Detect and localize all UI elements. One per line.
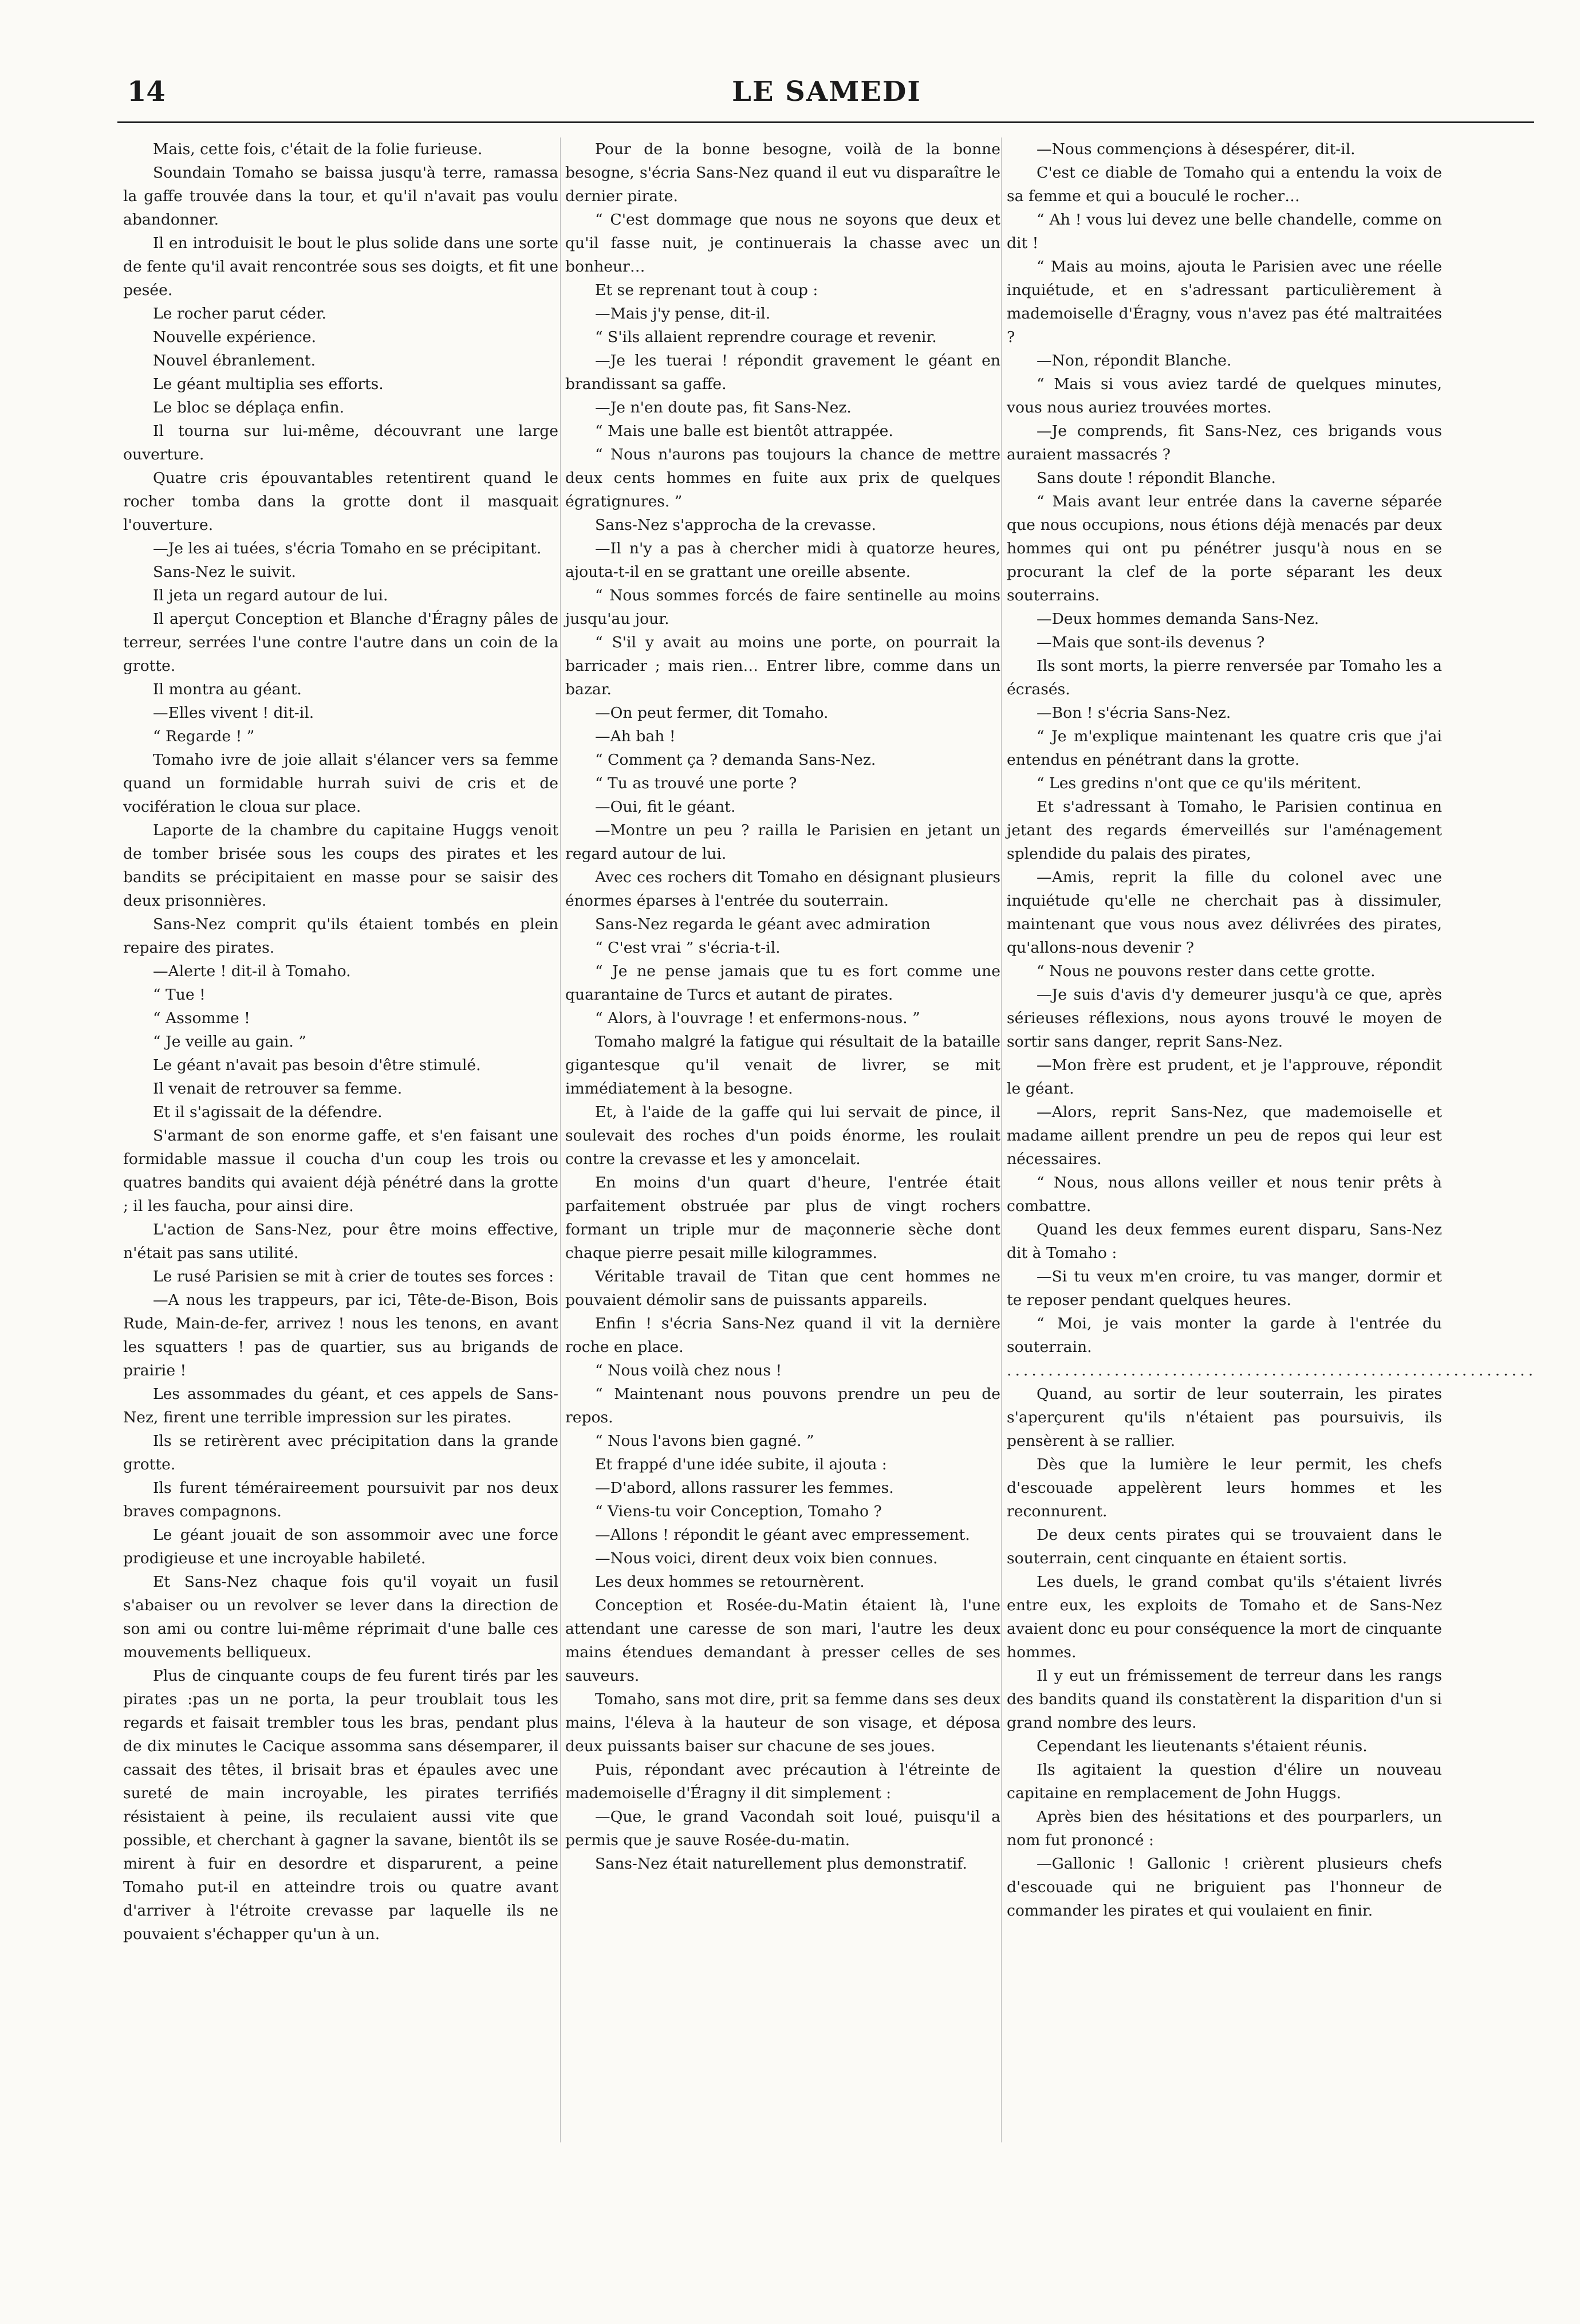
paragraph: Il montra au géant. <box>153 681 302 698</box>
paragraph: Et il s'agissait de la défendre. <box>153 1103 383 1121</box>
paragraph: Et se reprenant tout à coup : <box>595 281 818 299</box>
column-divider <box>560 137 561 2142</box>
paragraph: “ Tu as trouvé une porte ? <box>595 774 797 792</box>
paragraph: Puis, répondant avec précaution à l'étreinte de mademoiselle d'Éragny il dit simplement : <box>565 1761 1000 1802</box>
page-header <box>127 76 1526 121</box>
paragraph: Ils agitaient la question d'élire un nouveau capitaine en remplacement de John Huggs. <box>1007 1761 1442 1802</box>
paragraph: ................................................................ <box>1007 1362 1537 1379</box>
paragraph: —Je comprends, fit Sans-Nez, ces brigands vous auraient massacrés ? <box>1007 422 1442 463</box>
paragraph: Nouvelle expérience. <box>153 328 317 346</box>
paragraph: Le géant jouait de son assommoir avec une force prodigieuse et une incroyable habileté. <box>123 1526 558 1567</box>
page-number: 14 <box>127 76 166 108</box>
paragraph: Enfin ! s'écria Sans-Nez quand il vit la dernière roche en place. <box>565 1315 1000 1356</box>
paragraph: —Je les ai tuées, s'écria Tomaho en se précipitant. <box>153 540 542 557</box>
paragraph: Cependant les lieutenants s'étaient réunis. <box>1037 1737 1368 1755</box>
paragraph: Avec ces rochers dit Tomaho en désignant plusieurs énormes éparses à l'entrée du souterrain. <box>565 868 1000 910</box>
paragraph: —Non, répondit Blanche. <box>1037 352 1232 369</box>
paragraph: Il en introduisit le bout le plus solide dans une sorte de fente qu'il avait rencontrée sous ses doigts, et fit une pesée. <box>123 234 558 299</box>
paragraph: —Alors, reprit Sans-Nez, que mademoiselle et madame aillent prendre un peu de repos qui leur est nécessaires. <box>1007 1103 1442 1168</box>
paragraph: Ils furent téméraireement poursuivit par nos deux braves compagnons. <box>123 1479 558 1520</box>
paragraph: Mais, cette fois, c'était de la folie furieuse. <box>153 140 483 158</box>
paragraph: Sans-Nez regarda le géant avec admiration <box>595 915 931 933</box>
paragraph: “ Nous sommes forcés de faire sentinelle au moins jusqu'au jour. <box>565 587 1000 628</box>
paragraph: “ Alors, à l'ouvrage ! et enfermons-nous. ” <box>595 1009 920 1027</box>
paragraph: Les duels, le grand combat qu'ils s'étaient livrés entre eux, les exploits de Tomaho et de Sans-Nez avaient donc eu pour conséquence la mort de cinquante hommes. <box>1007 1573 1442 1661</box>
paragraph: Le rusé Parisien se mit à crier de toutes ses forces : <box>153 1268 554 1285</box>
paragraph: Et frappé d'une idée subite, il ajouta : <box>595 1456 887 1473</box>
paragraph: —Elles vivent ! dit-il. <box>153 704 314 722</box>
paragraph: Tomaho malgré la fatigue qui résultait de la bataille gigantesque qu'il venait de livrer, se mit immédiatement à la besogne. <box>565 1033 1000 1098</box>
paragraph: Ils se retirèrent avec précipitation dans la grande grotte. <box>123 1432 558 1473</box>
paragraph: “ Assomme ! <box>153 1009 250 1027</box>
paragraph: Sans-Nez le suivit. <box>153 563 296 581</box>
text-column-3 <box>1007 137 1537 1922</box>
paragraph: S'armant de son enorme gaffe, et s'en faisant une formidable massue il coucha d'un coup les trois ou quatres bandits qui avaient déjà pénétré dans la grotte ; il les faucha, pour ainsi dire. <box>123 1127 558 1215</box>
paragraph: Il y eut un frémissement de terreur dans les rangs des bandits quand ils constatèrent la disparition d'un si grand nombre des leurs. <box>1007 1667 1442 1732</box>
paragraph: “ Mais une balle est bientôt attrappée. <box>595 422 893 440</box>
paragraph: —Mais j'y pense, dit-il. <box>595 305 771 323</box>
paragraph: En moins d'un quart d'heure, l'entrée était parfaitement obstruée par plus de vingt rochers formant un triple mur de maçonnerie sèche dont chaque pierre pesait mille kilogrammes. <box>565 1174 1000 1262</box>
paragraph: —Que, le grand Vacondah soit loué, puisqu'il a permis que je sauve Rosée-du-matin. <box>565 1808 1000 1849</box>
paragraph: C'est ce diable de Tomaho qui a entendu la voix de sa femme et qui a bouculé le rocher… <box>1007 164 1442 205</box>
paragraph: —Gallonic ! Gallonic ! crièrent plusieurs chefs d'escouade qui ne briguient pas l'honneur de commander les pirates et qui voulaient en finir. <box>1007 1855 1442 1920</box>
paragraph: “ Les gredins n'ont que ce qu'ils méritent. <box>1037 774 1362 792</box>
paragraph: —D'abord, allons rassurer les femmes. <box>595 1479 894 1497</box>
text-column-1 <box>123 137 558 1946</box>
header-rule <box>117 121 1534 123</box>
paragraph: De deux cents pirates qui se trouvaient dans le souterrain, cent cinquante en étaient sortis. <box>1007 1526 1442 1567</box>
paragraph: Plus de cinquante coups de feu furent tirés par les pirates :pas un ne porta, la peur troublait tous les regards et faisait trembler tous les bras, pendant plus de dix minutes le Cacique assomma sans désemparer, il cassait des têtes, il brisait bras et épaules avec une sureté de main incroyable, les pirates terrifiés résistaient à peine, ils reculaient aussi vite que possible, et cherchant à gagner la savane, bientôt ils se mirent à fuir en desordre et disparurent, a peine Tomaho put-il en atteindre trois ou quatre avant d'arriver à l'étroite crevasse par laquelle ils ne pouvaient s'échapper qu'un à un. <box>123 1667 558 1943</box>
text-column-2 <box>565 137 1000 1875</box>
paragraph: Et, à l'aide de la gaffe qui lui servait de pince, il soulevait des roches d'un poids énorme, les roulait contre la crevasse et les y amoncelait. <box>565 1103 1000 1168</box>
paragraph: —Je les tuerai ! répondit gravement le géant en brandissant sa gaffe. <box>565 352 1000 393</box>
paragraph: —Mais que sont-ils devenus ? <box>1037 634 1265 651</box>
paragraph: “ Mais si vous aviez tardé de quelques minutes, vous nous auriez trouvées mortes. <box>1007 375 1442 416</box>
paragraph: Le bloc se déplaça enfin. <box>153 399 345 416</box>
paragraph: Conception et Rosée-du-Matin étaient là, l'une attendant une caresse de son mari, l'autre les deux mains étendues demandant à presser celles de ses sauveurs. <box>565 1596 1000 1685</box>
paragraph: Il aperçut Conception et Blanche d'Éragny pâles de terreur, serrées l'une contre l'autre dans un coin de la grotte. <box>123 610 558 675</box>
paragraph: Il jeta un regard autour de lui. <box>153 587 388 604</box>
paragraph: Tomaho ivre de joie allait s'élancer vers sa femme quand un formidable hurrah suivi de cris et de vocifération le cloua sur place. <box>123 751 558 816</box>
paragraph: “ Comment ça ? demanda Sans-Nez. <box>595 751 876 769</box>
paragraph: —Mon frère est prudent, et je l'approuve, répondit le géant. <box>1007 1056 1442 1098</box>
paragraph: Les deux hommes se retournèrent. <box>595 1573 865 1591</box>
paragraph: “ Je ne pense jamais que tu es fort comme une quarantaine de Turcs et autant de pirates. <box>565 962 1000 1004</box>
paragraph: “ Ah ! vous lui devez une belle chandelle, comme on dit ! <box>1007 211 1442 252</box>
paragraph: —Deux hommes demanda Sans-Nez. <box>1037 610 1319 628</box>
paragraph: Quand les deux femmes eurent disparu, Sans-Nez dit à Tomaho : <box>1007 1221 1442 1262</box>
paragraph: “ Nous n'aurons pas toujours la chance de mettre deux cents hommes en fuite aux prix de quelques égratignures. ” <box>565 446 1000 510</box>
paragraph: L'action de Sans-Nez, pour être moins effective, n'était pas sans utilité. <box>123 1221 558 1262</box>
paragraph: Pour de la bonne besogne, voilà de la bonne besogne, s'écria Sans-Nez quand il eut vu disparaître le dernier pirate. <box>565 140 1000 205</box>
paragraph: Le rocher parut céder. <box>153 305 326 323</box>
paragraph: Sans-Nez comprit qu'ils étaient tombés en plein repaire des pirates. <box>123 915 558 957</box>
paragraph: Il venait de retrouver sa femme. <box>153 1080 403 1098</box>
paragraph: “ S'ils allaient reprendre courage et revenir. <box>595 328 937 346</box>
paragraph: —Allons ! répondit le géant avec empressement. <box>595 1526 970 1544</box>
paragraph: Sans-Nez était naturellement plus demonstratif. <box>595 1855 967 1873</box>
paragraph: “ Tue ! <box>153 986 206 1004</box>
paragraph: —Montre un peu ? railla le Parisien en jetant un regard autour de lui. <box>565 821 1000 863</box>
paragraph: Le géant multiplia ses efforts. <box>153 375 384 393</box>
paragraph: Après bien des hésitations et des pourparlers, un nom fut prononcé : <box>1007 1808 1442 1849</box>
paragraph: Dès que la lumière le leur permit, les chefs d'escouade appelèrent leurs hommes et les reconnurent. <box>1007 1456 1442 1520</box>
paragraph: “ Nous l'avons bien gagné. ” <box>595 1432 814 1450</box>
paragraph: Ils sont morts, la pierre renversée par Tomaho les a écrasés. <box>1007 657 1442 698</box>
paragraph: Quatre cris épouvantables retentirent quand le rocher tomba dans la grotte dont il masquait l'ouverture. <box>123 469 558 534</box>
paragraph: “ Nous voilà chez nous ! <box>595 1362 782 1379</box>
paragraph: “ Je m'explique maintenant les quatre cris que j'ai entendus en pénétrant dans la grotte. <box>1007 728 1442 769</box>
paragraph: “ Mais au moins, ajouta le Parisien avec une réelle inquiétude, et en s'adressant particulièrement à mademoiselle d'Éragny, vous n'avez pas été maltraitées ? <box>1007 258 1442 346</box>
paragraph: —Je suis d'avis d'y demeurer jusqu'à ce que, après sérieuses réflexions, nous ayons trouvé le moyen de sortir sans danger, reprit Sans-Nez. <box>1007 986 1442 1051</box>
paragraph: Véritable travail de Titan que cent hommes ne pouvaient démolir sans de puissants appareils. <box>565 1268 1000 1309</box>
paragraph: “ Mais avant leur entrée dans la caverne séparée que nous occupions, nous étions déjà menacés par deux hommes qui ont pu pénétrer jusqu'à nous en se procurant la clef de la porte séparant les deux souterrains. <box>1007 493 1442 604</box>
paragraph: Sans doute ! répondit Blanche. <box>1037 469 1276 487</box>
paragraph: Les assommades du géant, et ces appels de Sans-Nez, firent une terrible impression sur les pirates. <box>123 1385 558 1426</box>
column-divider <box>1001 137 1002 2142</box>
paragraph: “ Maintenant nous pouvons prendre un peu de repos. <box>565 1385 1000 1426</box>
paragraph: Nouvel ébranlement. <box>153 352 316 369</box>
paragraph: —Amis, reprit la fille du colonel avec une inquiétude qu'elle ne cherchait pas à dissimuler, maintenant que vous nous avez délivrées des pirates, qu'allons-nous devenir ? <box>1007 868 1442 957</box>
paragraph: “ Nous ne pouvons rester dans cette grotte. <box>1037 962 1376 980</box>
paragraph: —Si tu veux m'en croire, tu vas manger, dormir et te reposer pendant quelques heures. <box>1007 1268 1442 1309</box>
paragraph: —A nous les trappeurs, par ici, Tête-de-Bison, Bois Rude, Main-de-fer, arrivez ! nous les tenons, en avant les squatters ! pas de quartier, sus au brigands de prairie ! <box>123 1291 558 1379</box>
paragraph: “ S'il y avait au moins une porte, on pourrait la barricader ; mais rien… Entrer libre, comme dans un bazar. <box>565 634 1000 698</box>
paragraph: —On peut fermer, dit Tomaho. <box>595 704 829 722</box>
paragraph: Laporte de la chambre du capitaine Huggs venoit de tomber brisée sous les coups des pirates et les bandits se précipitaient en masse pour se saisir des deux prisonnières. <box>123 821 558 910</box>
paragraph: —Ah bah ! <box>595 728 676 745</box>
paragraph: Il tourna sur lui-même, découvrant une large ouverture. <box>123 422 558 463</box>
paragraph: —Bon ! s'écria Sans-Nez. <box>1037 704 1231 722</box>
paragraph: “ Regarde ! ” <box>153 728 255 745</box>
paragraph: —Alerte ! dit-il à Tomaho. <box>153 962 351 980</box>
paragraph: Sans-Nez s'approcha de la crevasse. <box>595 516 876 534</box>
paragraph: Soundain Tomaho se baissa jusqu'à terre, ramassa la gaffe trouvée dans la tour, et qu'il n'avait pas voulu abandonner. <box>123 164 558 229</box>
running-title: LE SAMEDI <box>732 76 921 108</box>
paragraph: “ Je veille au gain. ” <box>153 1033 306 1051</box>
paragraph: “ Nous, nous allons veiller et nous tenir prêts à combattre. <box>1007 1174 1442 1215</box>
paragraph: “ C'est dommage que nous ne soyons que deux et qu'il fasse nuit, je continuerais la chasse avec un bonheur… <box>565 211 1000 276</box>
paragraph: —Il n'y a pas à chercher midi à quatorze heures, ajouta-t-il en se grattant une oreille absente. <box>565 540 1000 581</box>
paragraph: —Je n'en doute pas, fit Sans-Nez. <box>595 399 852 416</box>
paragraph: —Nous commençions à désespérer, dit-il. <box>1037 140 1356 158</box>
paragraph: —Nous voici, dirent deux voix bien connues. <box>595 1550 938 1567</box>
paragraph: Et Sans-Nez chaque fois qu'il voyait un fusil s'abaiser ou un revolver se lever dans la direction de son ami ou contre lui-même réprimait d'une balle ces mouvements belliqueux. <box>123 1573 558 1661</box>
paragraph: Le géant n'avait pas besoin d'être stimulé. <box>153 1056 481 1074</box>
paragraph: “ C'est vrai ” s'écria-t-il. <box>595 939 781 957</box>
paragraph: Et s'adressant à Tomaho, le Parisien continua en jetant des regards émerveillés sur l'aménagement splendide du palais des pirates, <box>1007 798 1442 863</box>
paragraph: “ Viens-tu voir Conception, Tomaho ? <box>595 1503 882 1520</box>
paragraph: Quand, au sortir de leur souterrain, les pirates s'aperçurent qu'ils n'étaient pas poursuivis, ils pensèrent à se rallier. <box>1007 1385 1442 1450</box>
paragraph: “ Moi, je vais monter la garde à l'entrée du souterrain. <box>1007 1315 1442 1356</box>
paragraph: Tomaho, sans mot dire, prit sa femme dans ses deux mains, l'éleva à la hauteur de son visage, et déposa deux puissants baiser sur chacune de ses joues. <box>565 1690 1000 1755</box>
paragraph: —Oui, fit le géant. <box>595 798 736 816</box>
